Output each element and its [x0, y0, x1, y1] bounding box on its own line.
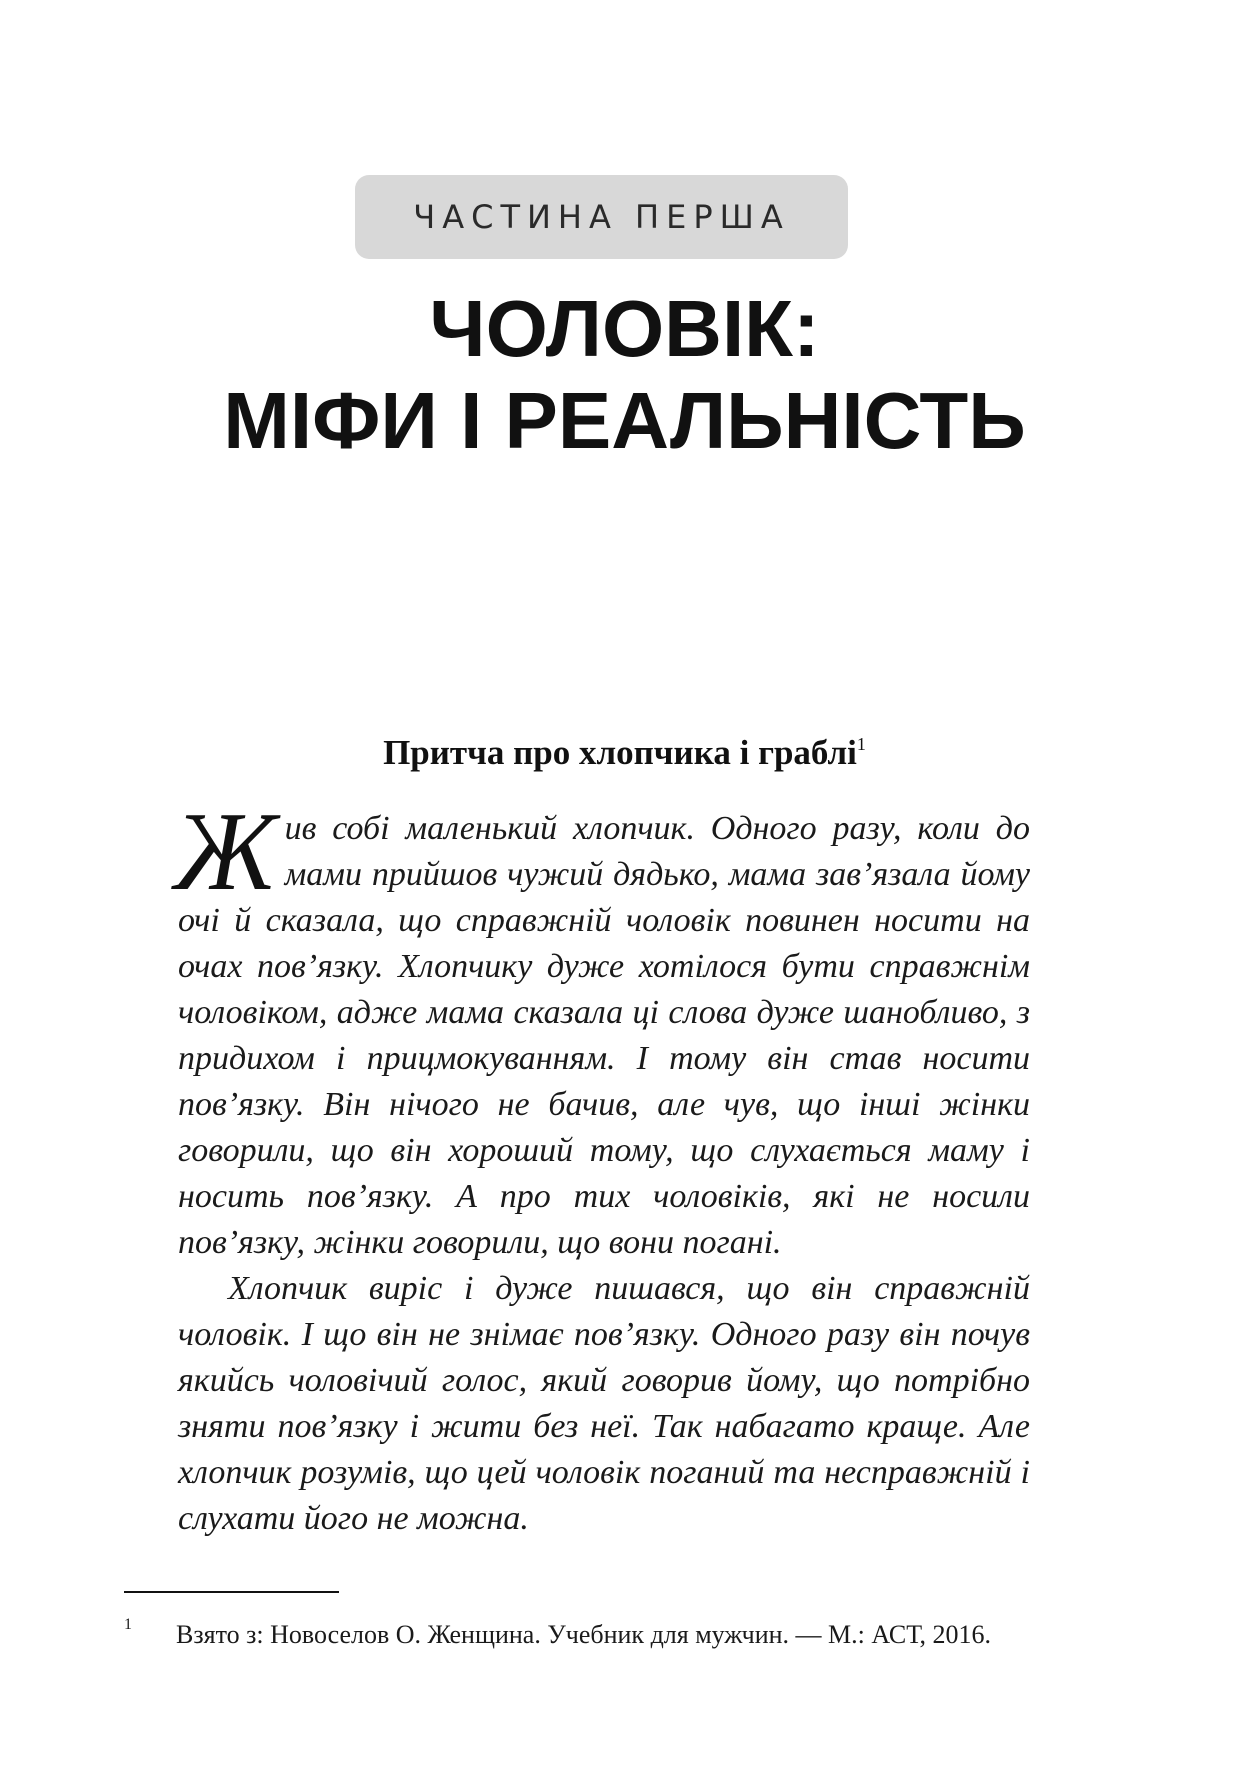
footnote-text: Взято з: Новоселов О. Женщина. Учебник для мужчин. — М.: АСТ, 2016.: [176, 1620, 992, 1649]
parable-text: [174, 790, 1030, 1542]
chapter-title-line-1: ЧОЛОВІК:: [429, 284, 820, 373]
parable-heading: [0, 733, 1249, 773]
paragraph-1: [174, 790, 1030, 1266]
part-label: [355, 175, 848, 259]
part-label-text: ЧАСТИНА ПЕРША: [413, 198, 790, 236]
paragraph-2: Хлопчик виріс і дуже пишався, що він справжній чоловік. І що він не знімає пов’язку. Одного разу він почув якийсь чоловічий голос, який говорив йому, що потрібно зняти пов’язку і жити без неї. Так набагато краще. Але хлопчик розумів, що цей чоловік поганий та несправжній і слухати його не можна.: [178, 1270, 1030, 1537]
footnote-reference[interactable]: 1: [856, 734, 866, 754]
chapter-title-line-2: МІФИ І РЕАЛЬНІСТЬ: [223, 376, 1026, 465]
chapter-title: [0, 283, 1249, 467]
paragraph-1-text: ив собі маленький хлопчик. Одного разу, коли до мами прийшов чужий дядько, мама зав’язала йому очі й сказала, що справжній чоловік повинен носити на очах пов’язку. Хлопчику дуже хотілося бути справжнім чоловіком, адже мама сказала ці слова дуже шанобливо, з придихом і прицмокуванням. І тому він став носити пов’язку. Він нічого не бачив, але чув, що інші жінки говорили, що він хороший тому, що слухається маму і носить пов’язку. А про тих чоловіків, які не носили пов’язку, жінки говорили, що вони погані.: [178, 810, 1030, 1261]
footnote-divider: [124, 1591, 339, 1593]
footnote-mark: 1: [124, 1616, 132, 1633]
parable-heading-text: Притча про хлопчика і граблі: [383, 733, 857, 772]
drop-cap: Ж: [174, 790, 277, 914]
